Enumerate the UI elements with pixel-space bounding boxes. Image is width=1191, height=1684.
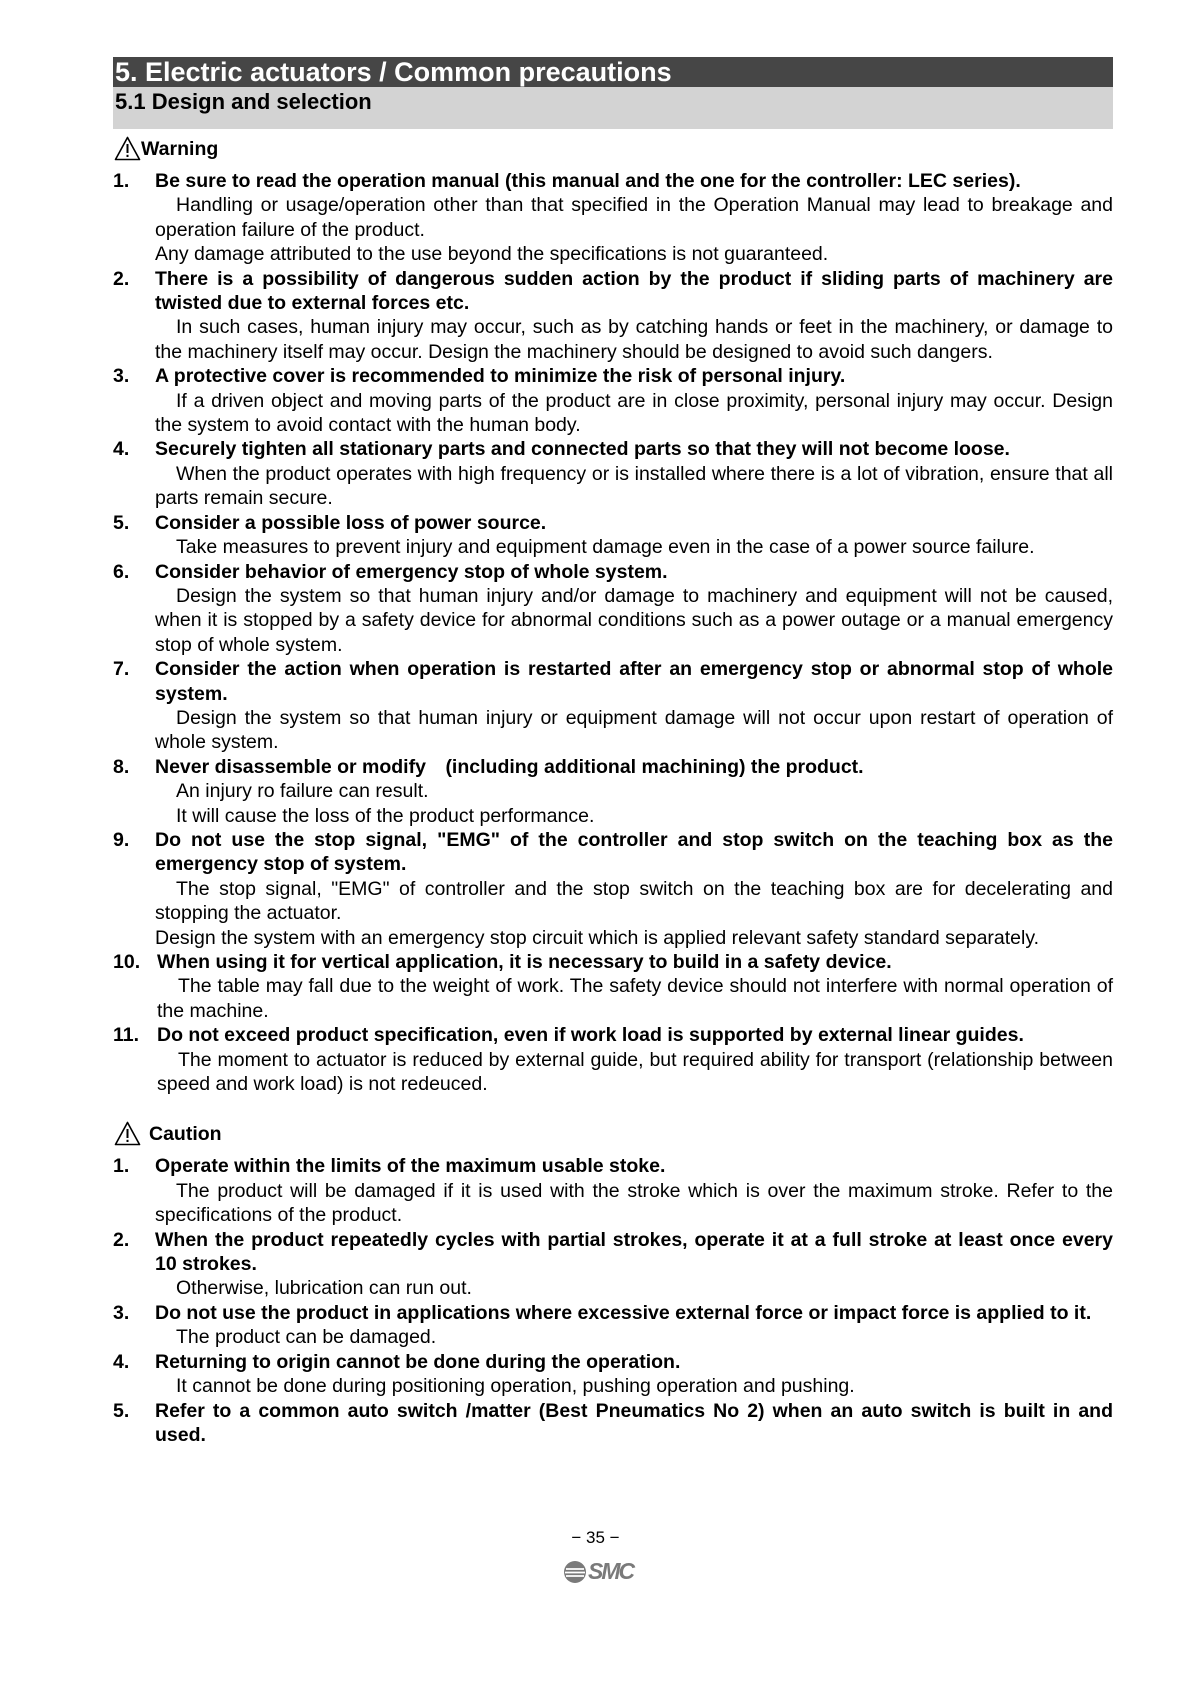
caution-item-paragraph: It cannot be done during positioning operation, pushing operation and pushing. xyxy=(176,1375,855,1398)
warning-item-title-text: Consider behavior of emergency stop of whole system. xyxy=(155,560,668,583)
section-title: 5. Electric actuators / Common precautions xyxy=(113,57,1113,87)
caution-item-body xyxy=(113,1179,1113,1228)
warning-item-title xyxy=(113,267,1113,316)
warning-item-title-text: A protective cover is recommended to minimize the risk of personal injury. xyxy=(155,365,846,388)
warning-item-number: 7. xyxy=(113,658,130,681)
warning-item-paragraph: The moment to actuator is reduced by external guide, but required ability for transport (relationship between speed and work load) is not redeuced. xyxy=(157,1048,1113,1096)
warning-item-title xyxy=(113,828,1113,877)
warning-item-title-text: When using it for vertical application, it is necessary to build in a safety device. xyxy=(157,951,892,973)
warning-item-number: 3. xyxy=(113,365,130,388)
warning-item-paragraph: Any damage attributed to the use beyond the specifications is not guaranteed. xyxy=(155,243,829,266)
warning-item-title xyxy=(113,364,1113,388)
warning-item-number: 9. xyxy=(113,828,130,851)
warning-item-title-text: Consider the action when operation is restarted after an emergency stop or abnormal stop of whole system. xyxy=(155,658,1113,705)
warning-item xyxy=(113,755,1113,828)
warning-item-title xyxy=(113,511,1113,535)
warning-heading xyxy=(113,136,1113,161)
caution-triangle-icon xyxy=(114,1121,141,1146)
caution-list xyxy=(113,1154,1113,1447)
caution-item xyxy=(113,1228,1113,1301)
warning-item xyxy=(113,437,1113,510)
caution-item xyxy=(113,1154,1113,1227)
warning-item-paragraph: Take measures to prevent injury and equipment damage even in the case of a power source failure. xyxy=(176,536,1035,559)
warning-item-paragraph: If a driven object and moving parts of the product are in close proximity, personal injury may occur. Design the system to avoid contact with the human body. xyxy=(155,389,1113,437)
warning-item-body xyxy=(113,462,1113,511)
warning-item-title-text: There is a possibility of dangerous sudden action by the product if sliding parts of machinery are twisted due to external forces etc. xyxy=(155,267,1113,315)
warning-item-body xyxy=(113,1048,1113,1097)
caution-item-title xyxy=(113,1228,1113,1277)
warning-item-body xyxy=(113,974,1113,1023)
caution-item-number: 2. xyxy=(113,1228,130,1251)
caution-item-title-text: When the product repeatedly cycles with partial strokes, operate it at a full stroke at least once every 10 strokes. xyxy=(155,1228,1113,1276)
warning-item-paragraph: When the product operates with high frequency or is installed where there is a lot of vibration, ensure that all parts remain secure. xyxy=(155,462,1113,510)
warning-item-title-text: Do not use the stop signal, "EMG" of the controller and stop switch on the teaching box as the emergency stop of system. xyxy=(155,828,1113,876)
warning-item-title xyxy=(113,169,1113,193)
warning-list xyxy=(113,169,1113,1096)
smc-logo xyxy=(563,1558,633,1585)
warning-item-title xyxy=(113,950,1113,974)
warning-item-body xyxy=(113,877,1113,950)
caution-label: Caution xyxy=(149,1123,222,1146)
caution-item-title xyxy=(113,1301,1113,1325)
warning-item-number: 10. xyxy=(113,951,141,973)
caution-item-title-text: Refer to a common auto switch /matter (Best Pneumatics No 2) when an auto switch is built in and used. xyxy=(155,1399,1113,1446)
warning-item-body xyxy=(113,315,1113,364)
warning-item xyxy=(113,267,1113,365)
warning-item-title-text: Do not exceed product specification, even if work load is supported by external linear guides. xyxy=(157,1024,1024,1047)
caution-item-number: 5. xyxy=(113,1399,130,1422)
warning-item-body xyxy=(113,779,1113,828)
caution-item-title-text: Do not use the product in applications where excessive external force or impact force is applied to it. xyxy=(155,1301,1092,1324)
smc-logo-text: SMC xyxy=(588,1558,634,1584)
warning-item-title-text: Securely tighten all stationary parts and connected parts so that they will not become loose. xyxy=(155,438,1010,461)
warning-item-paragraph: Design the system so that human injury or equipment damage will not occur upon restart of operation of whole system. xyxy=(155,706,1113,754)
page-number: − 35 − xyxy=(571,1528,620,1547)
warning-item-body xyxy=(113,706,1113,755)
warning-item-number: 6. xyxy=(113,560,130,583)
warning-item-title-text: Be sure to read the operation manual (this manual and the one for the controller: LEC series). xyxy=(155,170,1021,192)
document-page xyxy=(113,57,1113,1447)
warning-item xyxy=(113,1023,1113,1096)
caution-item xyxy=(113,1350,1113,1399)
warning-item-title xyxy=(113,560,1113,584)
warning-item-paragraph: Design the system with an emergency stop circuit which is applied relevant safety standard separately. xyxy=(155,926,1040,949)
warning-item xyxy=(113,511,1113,560)
warning-item-number: 2. xyxy=(113,267,130,290)
warning-item-title xyxy=(113,1023,1113,1047)
caution-item-title xyxy=(113,1154,1113,1178)
caution-item xyxy=(113,1399,1113,1448)
warning-item xyxy=(113,950,1113,1023)
caution-item-title-text: Returning to origin cannot be done during the operation. xyxy=(155,1350,681,1373)
warning-item-number: 11. xyxy=(113,1024,140,1047)
warning-item-paragraph: An injury ro failure can result. xyxy=(176,780,429,803)
caution-item-number: 4. xyxy=(113,1350,130,1373)
caution-item-title-text: Operate within the limits of the maximum usable stoke. xyxy=(155,1155,666,1178)
caution-item-paragraph: Otherwise, lubrication can run out. xyxy=(176,1277,472,1300)
warning-item-body xyxy=(113,389,1113,438)
caution-item-title xyxy=(113,1399,1113,1448)
caution-item-paragraph: The product will be damaged if it is used with the stroke which is over the maximum stroke. Refer to the specifications of the product. xyxy=(155,1179,1113,1227)
caution-item-body xyxy=(113,1325,1113,1349)
warning-item-paragraph: Handling or usage/operation other than that specified in the Operation Manual may lead to breakage and operation failure of the product. xyxy=(155,194,1113,241)
warning-item xyxy=(113,828,1113,950)
warning-item xyxy=(113,169,1113,267)
warning-item-number: 1. xyxy=(113,170,130,192)
warning-item xyxy=(113,560,1113,658)
warning-item-title-text: Never disassemble or modify (including additional machining) the product. xyxy=(155,755,864,778)
warning-item-body xyxy=(113,584,1113,657)
caution-item-paragraph: The product can be damaged. xyxy=(176,1326,437,1349)
caution-item xyxy=(113,1301,1113,1350)
warning-item-title xyxy=(113,755,1113,779)
warning-item-title-text: Consider a possible loss of power source. xyxy=(155,511,547,534)
caution-heading xyxy=(113,1121,1113,1146)
warning-item-number: 5. xyxy=(113,511,130,534)
warning-item-paragraph: Design the system so that human injury and/or damage to machinery and equipment will not be caused, when it is stopped by a safety device for abnormal conditions such as a power outage or a manual emergency stop of whole system. xyxy=(155,584,1113,656)
warning-item-paragraph: The stop signal, "EMG" of controller and the stop switch on the teaching box are for decelerating and stopping the actuator. xyxy=(155,877,1113,925)
warning-item-number: 8. xyxy=(113,755,130,778)
warning-triangle-icon xyxy=(114,136,141,161)
smc-logo-icon xyxy=(563,1560,587,1584)
warning-item-paragraph: The table may fall due to the weight of work. The safety device should not interfere with normal operation of the machine. xyxy=(157,975,1113,1022)
subsection-title: 5.1 Design and selection xyxy=(113,87,1113,129)
warning-item xyxy=(113,657,1113,755)
warning-item-body xyxy=(113,193,1113,266)
warning-item-title xyxy=(113,437,1113,461)
warning-item-paragraph: In such cases, human injury may occur, such as by catching hands or feet in the machinery, or damage to the machinery itself may occur. Design the machinery should be designed to avoid such dangers. xyxy=(155,316,1113,363)
warning-label: Warning xyxy=(141,138,219,160)
caution-item-number: 3. xyxy=(113,1301,130,1324)
caution-item-body xyxy=(113,1276,1113,1300)
warning-item-number: 4. xyxy=(113,438,130,461)
warning-item xyxy=(113,364,1113,437)
warning-item-paragraph: It will cause the loss of the product performance. xyxy=(176,804,595,827)
caution-item-body xyxy=(113,1374,1113,1398)
warning-item-title xyxy=(113,657,1113,706)
caution-item-number: 1. xyxy=(113,1155,130,1178)
warning-item-body xyxy=(113,535,1113,559)
caution-item-title xyxy=(113,1350,1113,1374)
